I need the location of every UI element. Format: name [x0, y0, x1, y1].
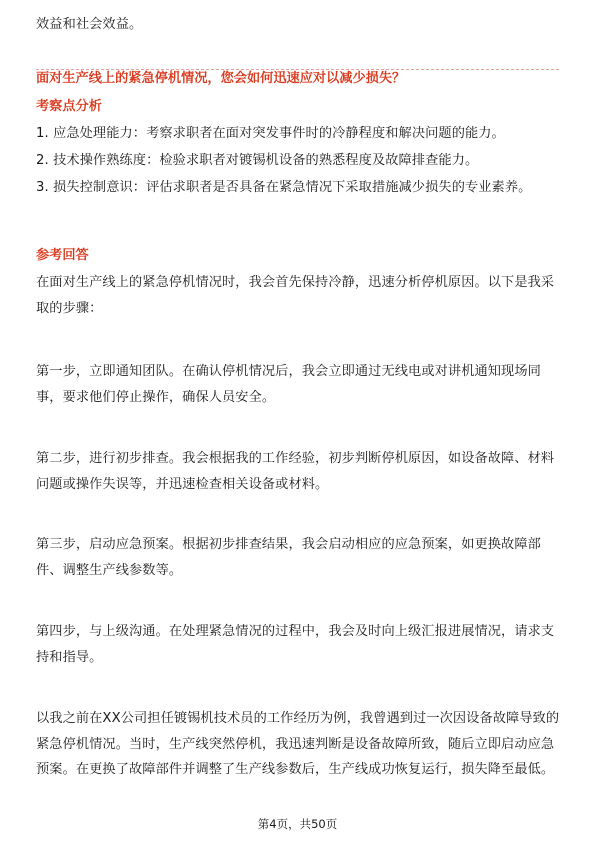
answer-step-1: 第一步，立即通知团队。在确认停机情况后，我会立即通过无线电或对讲机通知现场同事，要求他们停止操作，确保人员安全。	[36, 364, 541, 405]
page-number: 第4页，共50页	[257, 817, 338, 831]
answer-example: 以我之前在XX公司担任镀锡机技术员的工作经历为例，我曾遇到过一次因设备故障导致的紧急停机情况。当时，生产线突然停机，我迅速判断是设备故障所致，随后立即启动应急预案。在更换了故障部件并调整了生产线参数后，生产线成功恢复运行，损失降至最低。	[36, 711, 560, 777]
answer-intro: 在面对生产线上的紧急停机情况时，我会首先保持冷静，迅速分析停机原因。以下是我采取的步骤：	[36, 275, 555, 316]
analysis-item-1: 1. 应急处理能力：考察求职者在面对突发事件时的冷静程度和解决问题的能力。	[36, 126, 505, 141]
answer-step-2: 第二步，进行初步排查。我会根据我的工作经验，初步判断停机原因，如设备故障、材料问题或操作失误等，并迅速检查相关设备或材料。	[36, 451, 555, 492]
top-fragment: 效益和社会效益。	[36, 17, 143, 32]
question-title: 面对生产线上的紧急停机情况，您会如何迅速应对以减少损失？	[36, 71, 406, 86]
answer-heading: 参考回答	[36, 248, 89, 263]
analysis-heading: 考察点分析	[36, 99, 102, 114]
answer-step-3: 第三步，启动应急预案。根据初步排查结果，我会启动相应的应急预案，如更换故障部件、调整生产线参数等。	[36, 537, 541, 578]
answer-step-4: 第四步，与上级沟通。在处理紧急情况的过程中，我会及时向上级汇报进展情况，请求支持和指导。	[36, 624, 555, 665]
analysis-item-2: 2. 技术操作熟练度：检验求职者对镀锡机设备的熟悉程度及故障排查能力。	[36, 153, 479, 168]
analysis-item-3: 3. 损失控制意识：评估求职者是否具备在紧急情况下采取措施减少损失的专业素养。	[36, 180, 532, 195]
